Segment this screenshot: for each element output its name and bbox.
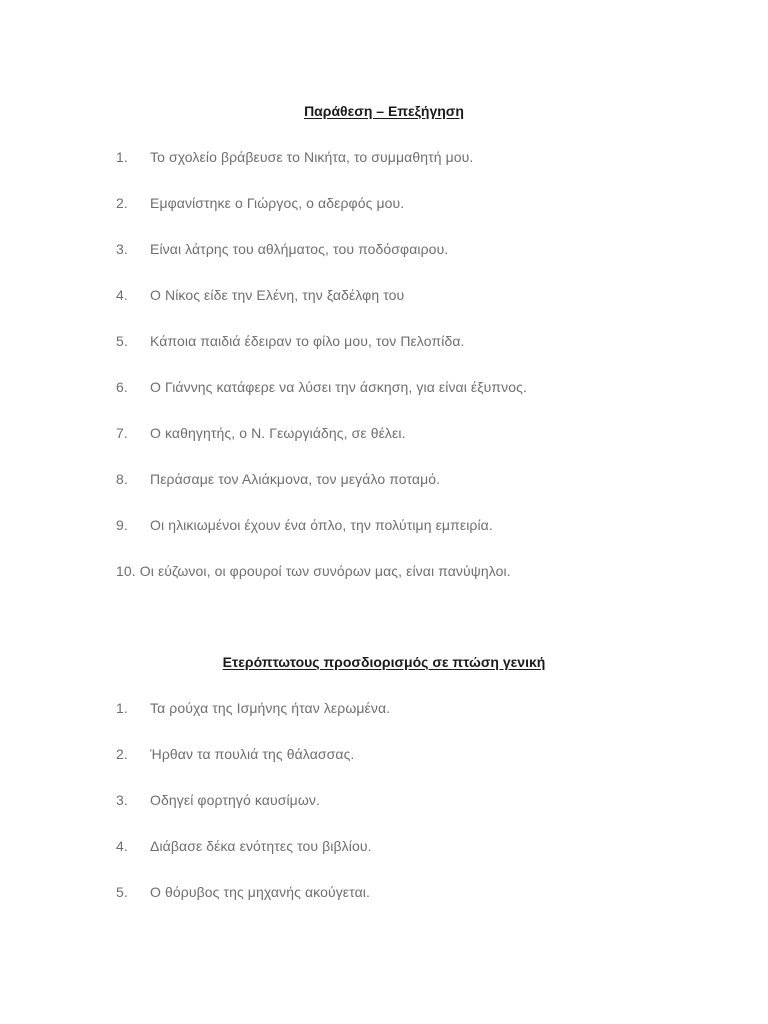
list-item [116, 517, 493, 533]
list-item [116, 471, 440, 487]
item-number: 8. [116, 471, 128, 487]
list-item [116, 746, 354, 762]
item-text: Κάποια παιδιά έδειραν το φίλο μου, τον Πελοπίδα. [150, 333, 465, 349]
item-number: 4. [116, 287, 128, 303]
item-text: Ο θόρυβος της μηχανής ακούγεται. [150, 884, 370, 900]
item-text: Οδηγεί φορτηγό καυσίμων. [150, 792, 320, 808]
item-number: 1. [116, 700, 128, 716]
item-number: 6. [116, 379, 128, 395]
item-text: Περάσαμε τον Αλιάκμονα, τον μεγάλο ποταμό. [150, 471, 441, 487]
item-number: 3. [116, 241, 128, 257]
list-item [116, 241, 448, 257]
item-number: 7. [116, 425, 128, 441]
item-text: Ο καθηγητής, ο Ν. Γεωργιάδης, σε θέλει. [150, 425, 406, 441]
item-text: Το σχολείο βράβευσε το Νικήτα, το συμμαθητή μου. [150, 149, 474, 165]
item-number: 3. [116, 792, 128, 808]
item-text: Οι εύζωνοι, οι φρουροί των συνόρων μας, είναι πανύψηλοι. [139, 563, 511, 579]
item-number: 4. [116, 838, 128, 854]
item-number: 10. [116, 563, 136, 579]
item-text: Ήρθαν τα πουλιά της θάλασσας. [150, 746, 355, 762]
list-item [116, 379, 527, 395]
item-number: 2. [116, 746, 128, 762]
list-item [116, 563, 511, 579]
item-number: 1. [116, 149, 128, 165]
item-text: Οι ηλικιωμένοι έχουν ένα όπλο, την πολύτιμη εμπειρία. [150, 517, 493, 533]
item-text: Ο Γιάννης κατάφερε να λύσει την άσκηση, για είναι έξυπνος. [150, 379, 527, 395]
list-item [116, 287, 404, 303]
list-item [116, 792, 320, 808]
list-item [116, 884, 370, 900]
list-item [116, 149, 473, 165]
item-text: Διάβασε δέκα ενότητες του βιβλίου. [150, 838, 372, 854]
item-number: 9. [116, 517, 128, 533]
list-item [116, 333, 465, 349]
list-item [116, 425, 406, 441]
section1-title: Παράθεση – Επεξήγηση [304, 103, 464, 119]
item-number: 2. [116, 195, 128, 211]
list-item [116, 195, 404, 211]
item-text: Εμφανίστηκε ο Γιώργος, ο αδερφός μου. [150, 195, 405, 211]
item-text: Ο Νίκος είδε την Ελένη, την ξαδέλφη του [150, 287, 405, 303]
item-number: 5. [116, 333, 128, 349]
section2-title: Ετερόπτωτους προσδιορισμός σε πτώση γενική [222, 654, 546, 670]
item-number: 5. [116, 884, 128, 900]
list-item [116, 838, 372, 854]
item-text: Είναι λάτρης του αθλήματος, του ποδόσφαιρου. [150, 241, 449, 257]
item-text: Τα ρούχα της Ισμήνης ήταν λερωμένα. [150, 700, 391, 716]
list-item [116, 700, 390, 716]
